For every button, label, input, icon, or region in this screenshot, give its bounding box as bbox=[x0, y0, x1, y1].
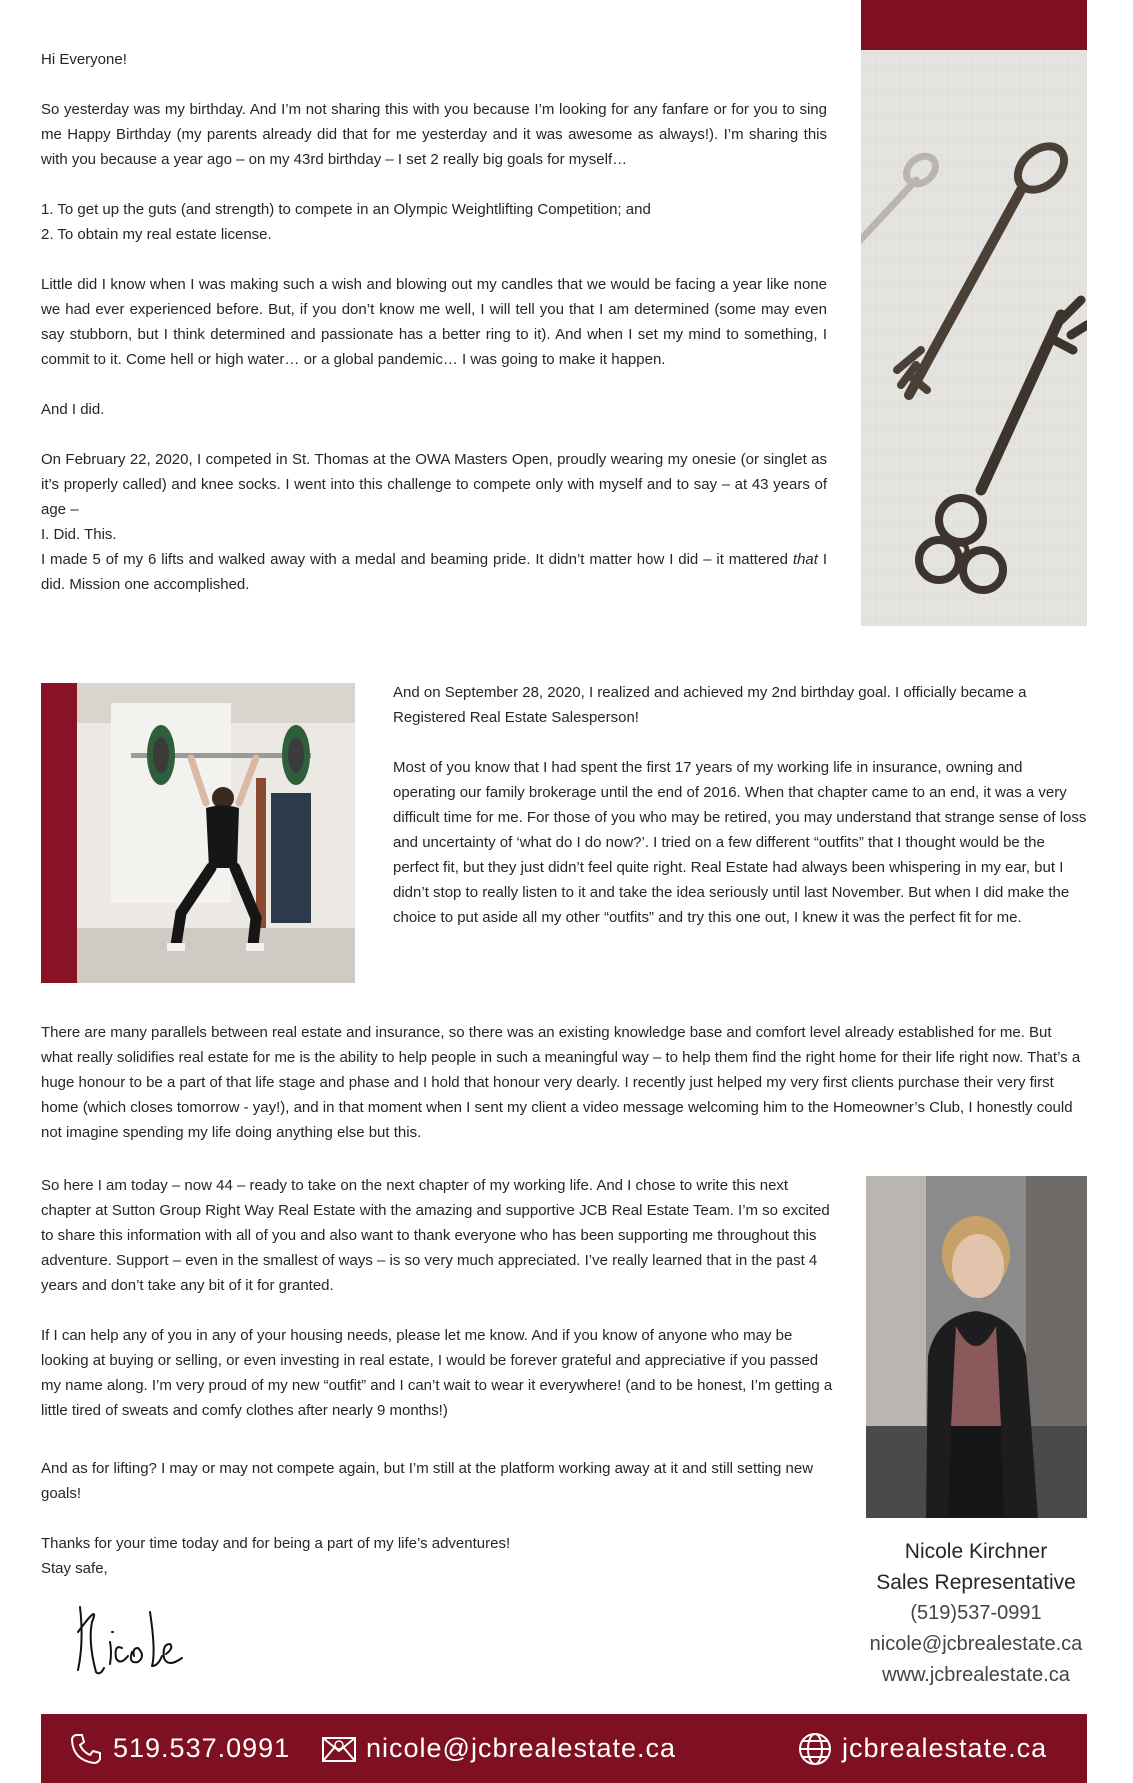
keys-icon bbox=[861, 50, 1087, 626]
footer-phone-text: 519.537.0991 bbox=[113, 1733, 291, 1763]
paragraph-help: If I can help any of you in any of your housing needs, please let me know. And if you know of anyone who may be looking at buying or selling, or even investing in real estate, I would be forever grateful and appreciative if you passed my name along. I’m very proud of my new “outfit” and I can’t wait to wear it everywhere! (and to be honest, I’m getting a little tired of sweats and comfy clothes after nearly 9 months!) bbox=[41, 1327, 833, 1419]
contact-phone[interactable]: (519)537-0991 bbox=[910, 1602, 1042, 1624]
accent-band-top bbox=[861, 0, 1087, 50]
phone-icon bbox=[67, 1730, 105, 1768]
footer-email-text: nicole@jcbrealestate.ca bbox=[366, 1733, 677, 1763]
parallels-section bbox=[41, 1020, 1087, 1145]
weightlifting-photo bbox=[41, 683, 355, 983]
competition-text: On February 22, 2020, I competed in St. Thomas at the OWA Masters Open, proudly wearing my onesie (or singlet as it’s properly called) and knee socks. I went into this challenge to compete only with myself and to say – at 43 years of age – bbox=[41, 451, 827, 518]
closing-stay-safe: Stay safe, bbox=[41, 1560, 108, 1577]
closing-thanks: Thanks for your time today and for being a part of my life’s adventures! bbox=[41, 1535, 511, 1552]
antique-keys-photo bbox=[861, 50, 1087, 626]
next-chapter-section bbox=[41, 1173, 841, 1423]
greeting: Hi Everyone! bbox=[41, 51, 127, 68]
goals-list bbox=[41, 197, 827, 247]
paragraph-next-chapter: So here I am today – now 44 – ready to take on the next chapter of my working life. And I chose to write this next chapter at Sutton Group Right Way Real Estate with the amazing and supportive JCB Real Estate Team. I’m so excited to share this information with all of you and also want to thank everyone who has been supporting me throughout this adventure. Support – even in the smallest of ways – is so very much appreciated. I’ve really learned that in the past 4 years and don’t take any bit of it for granted. bbox=[41, 1177, 830, 1294]
agent-portrait bbox=[866, 1176, 1087, 1518]
paragraph-parallels: There are many parallels between real estate and insurance, so there was an existing knowledge base and comfort level already established for me. But what really solidifies real estate for me is the ability to help people in such a meaningful way – to help them find the right home for their life right now. That’s a huge honour to be a part of that life stage and phase and I hold that honour very dearly. I recently just helped my very first clients purchase their very first home (which closes tomorrow - yay!), and in that moment when I sent my client a video message welcoming him to the Homeowner’s Club, I honestly could not imagine spending my life doing anything else but this. bbox=[41, 1024, 1081, 1141]
footer-email[interactable] bbox=[320, 1714, 676, 1783]
accent-bar-left bbox=[41, 683, 77, 983]
contact-card bbox=[856, 1536, 1096, 1691]
footer-website-text: jcbrealestate.ca bbox=[842, 1733, 1048, 1763]
mission-text: I did. Mission one accomplished. bbox=[41, 551, 827, 593]
contact-name: Nicole Kirchner bbox=[904, 1540, 1048, 1563]
closing bbox=[41, 1531, 841, 1581]
goal-1: 1. To get up the guts (and strength) to compete in an Olympic Weightlifting Competition; and bbox=[41, 201, 651, 218]
paragraph-determined: Little did I know when I was making such a wish and blowing out my candles that we would be facing a year like none we had ever experienced before. But, if you don’t know me well, I will tell you that I am determined (some may even say stubborn, but I think determined and passionate has a better ring to it). And when I set my mind to something, I commit to it. Come hell or high water… or a global pandemic… I was going to make it happen. bbox=[41, 276, 827, 368]
footer-phone[interactable] bbox=[67, 1714, 290, 1783]
paragraph-birthday: So yesterday was my birthday. And I’m not sharing this with you because I’m looking for any fanfare or for you to sing me Happy Birthday (my parents already did that for me yesterday and it was awesome as always!). I’m sharing this with you because a year ago – on my 43rd birthday – I set 2 really big goals for myself… bbox=[41, 101, 827, 168]
license-section bbox=[393, 680, 1087, 930]
envelope-icon bbox=[320, 1730, 358, 1768]
footer-website[interactable] bbox=[796, 1714, 1047, 1783]
contact-email[interactable]: nicole@jcbrealestate.ca bbox=[869, 1633, 1083, 1655]
paragraph-competition bbox=[41, 447, 827, 597]
paragraph-insurance: Most of you know that I had spent the first 17 years of my working life in insurance, owning and operating our family brokerage until the end of 2016. When that chapter came to an end, it was a very difficult time for me. For those of you who may be retired, you may understand that strange sense of loss and uncertainty of ‘what do I do now?’. I tried on a few different “outfits” that I thought would be the perfect fit, but they just didn’t feel quite right. Real Estate had always been whispering in my ear, but I didn’t stop to really listen to it and take the idea seriously until last November. But when I did make the choice to put aside all my other “outfits” and try this one out, I knew it was the perfect fit for me. bbox=[393, 759, 1087, 926]
contact-title: Sales Representative bbox=[876, 1571, 1076, 1594]
did-this-text: I. Did. This. bbox=[41, 526, 117, 543]
goal-2: 2. To obtain my real estate license. bbox=[41, 226, 272, 243]
weightlifter-icon bbox=[41, 683, 355, 983]
contact-website[interactable]: www.jcbrealestate.ca bbox=[882, 1664, 1070, 1686]
paragraph-license: And on September 28, 2020, I realized and achieved my 2nd birthday goal. I officially became a Registered Real Estate Salesperson! bbox=[393, 684, 1027, 726]
lifts-text: I made 5 of my 6 lifts and walked away with a medal and beaming pride. It didn’t matter how I did – it mattered bbox=[41, 551, 788, 568]
paragraph-lifting: And as for lifting? I may or may not compete again, but I’m still at the platform working away at it and still setting new goals! bbox=[41, 1460, 814, 1502]
footer-bar bbox=[41, 1714, 1087, 1783]
intro-section bbox=[41, 47, 827, 597]
lifting-section bbox=[41, 1456, 841, 1581]
globe-icon bbox=[796, 1730, 834, 1768]
paragraph-and-i-did: And I did. bbox=[41, 401, 105, 418]
emphasis-that: that bbox=[792, 551, 818, 568]
portrait-icon bbox=[866, 1176, 1087, 1518]
signature-nicole bbox=[70, 1592, 210, 1682]
